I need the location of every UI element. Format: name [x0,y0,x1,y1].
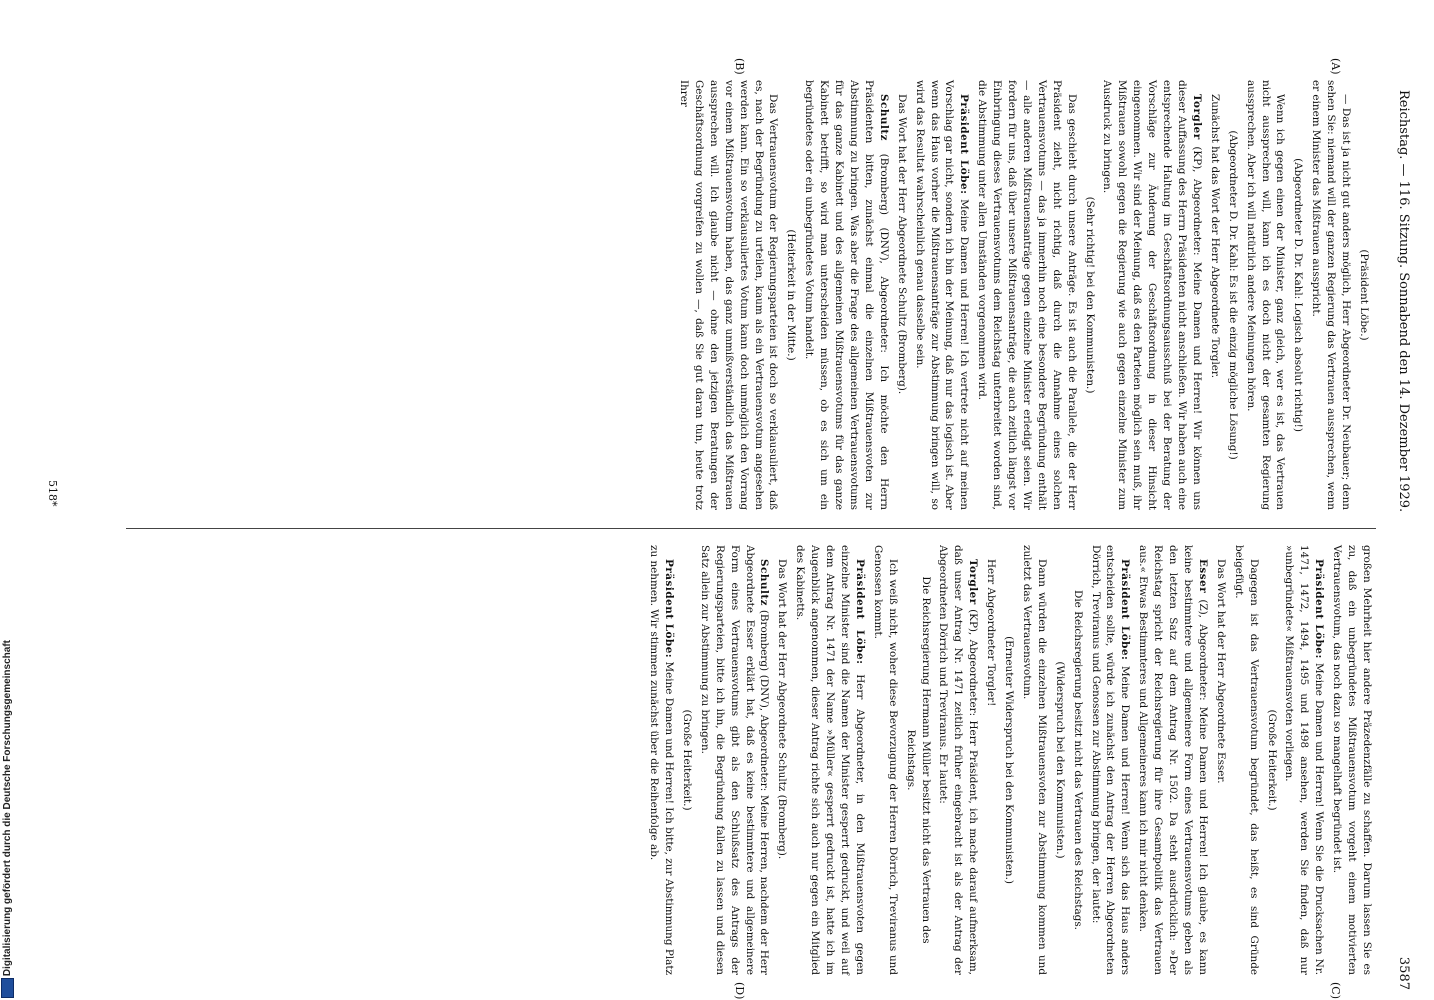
margin-marker-b: (B) [733,58,746,75]
speech-paragraph [936,545,981,975]
digitization-credit: Digitalisierung gefördert durch die Deutsche Forschungsgemeinschaft [2,639,13,976]
speaker-name: Präsident Löbe: [1313,559,1326,659]
stage-direction: (Widerspruch bei den Kommunisten.) [1053,661,1066,859]
speaker-name: Schultz [877,94,890,142]
speech-text: Meine Damen und Herren! Ich bitte, zur Abstimmung Platz zu nehmen. Wir stimmen zunächst über die Reihenfolge ab. [648,545,676,975]
stage-direction: Die Reichsregierung besitzt nicht das Vertrauen des Reichstags. [1071,590,1084,930]
speech-text: (Z), Abgeordneter: Meine Damen und Herren! Ich glaube, es kann keine bestimmtere und allgemeinere Form eines Vertrauensvotums geben als den letzten Satz auf dem Antrag Nr. 1502. Da steht ausdrücklich: »Der Reichstag spricht der Reichsregierung für ihre Gesamtpolitik das Vertrauen aus.« Etwas Bestimmteres und Allgemeineres kann ich mir nicht denken. [1137,545,1209,975]
speaker-name: Präsident Löbe: [958,94,971,195]
speech-text: (KP), Abgeordneter: Meine Damen und Herren! Wir können uns dieser Auffassung des Herrn Präsidenten nicht anschließen. Wir haben auch eine entsprechende Haltung im Geschäftsordnungsausschuß bei der Beratung der Vorschläge zur Änderung der Geschäftsordnung in dieser Hinsicht eingenommen. Wir sind der Meinung, daß es den Parteien möglich sein muß, ihr Mißtrauen sowohl gegen die Regierung wie auch gegen einzelne Minister zum Ausdruck zu bringen. [1101,80,1203,510]
speech-text: (KP), Abgeordneter: Herr Präsident, ich mache darauf aufmerksam, daß unser Antrag Nr. 1471 zeitlich früher eingebracht ist als der Antrag der Abgeordneten Dörrich und Treviranus. Er lautet: [937,545,980,975]
speech-paragraph [1100,80,1204,510]
speaker-name: Schultz [758,559,771,607]
speech-paragraph [912,80,972,510]
stage-direction: (Große Heiterkeit.) [680,709,693,811]
text-paragraph: Das Wort hat der Herr Abgeordnete Schultz (Bromberg). [776,559,789,860]
signature-mark: 518* [46,480,59,507]
text-paragraph: Das geschieht durch unsere Anträge. Es ist auch die Parallele, die der Herr Präsident zieht, nicht richtig, daß durch die Annahme eines solchen Vertrauensvotums — das ja immerhin noch eine besondere Begründung enthält — alle anderen Mißtrauensanträge gegen einzelne Minister erledigt seien. Wir fordern für uns, daß über unsere Mißtrauensanträge, die auch zeitlich längst vor Einbringung dieses Vertrauensvotums dem Reichstag unterbreitet worden sind, die Abstimmung unter allen Umständen vorgenommen wird. [976,80,1078,510]
margin-marker-c: (C) [1329,982,1342,999]
stage-direction: (Erneuter Widerspruch bei den Kommunisten.) [1003,636,1016,884]
speaker-name: Präsident Löbe: [853,559,866,665]
speech-text: (Bromberg) (DNV), Abgeordneter: Ich möchte den Herrn Präsidenten bitten, zunächst einmal die einzelnen Mißtrauensvoten zur Abstimmung zu bringen. Was aber die Frage des allgemeinen Vertrauensvotums für das ganze Kabinett und des allgemeinen Mißtrauensvotums für das ganze Kabinett betrifft, so wird man unterscheiden müssen, ob es sich um ein begründetes oder ein unbegründetes Votum handelt. [803,80,890,510]
speaker-name: Präsident Löbe: [1119,559,1132,661]
speech-paragraph [646,545,676,975]
speaker-name: Torgler [967,559,980,605]
speech-paragraph [801,80,890,510]
page-header-title: Reichstag. — 116. Sitzung. Sonnabend den 14. Dezember 1929. [1396,90,1412,513]
right-column [643,545,1374,975]
text-paragraph: — Das ist ja nicht gut anders möglich, Herr Abgeordneter Dr. Neubauer; denn sehen Sie: niemand will der ganzen Regierung das Vertrauen aussprechen, wenn er einem Minister das Mißtrauen ausspricht. [1310,80,1353,510]
stage-direction: Die Reichsregierung Hermann Müller besitzt nicht das Vertrauen des Reichstags. [904,576,932,944]
stage-direction: (Große Heiterkeit.) [1265,709,1278,811]
text-paragraph: Ich weiß nicht, woher diese Bevorzugung der Herren Dörrich, Treviranus und Genossen kommt. [871,545,899,975]
text-paragraph: Dagegen ist das Vertrauensvotum begründet, das heißt, es sind Gründe beigefügt. [1232,545,1260,975]
text-paragraph: Das Vertrauensvotum der Regierungsparteien ist doch so verklausuliert, daß es, nach der Begründung zu urteilen, kaum als ein Vertrauensvotum angesehen werden kann. Ein so verklausuliertes Votum kann doch unmöglich den Vorrang vor einem Mißtrauensvotum haben, das ganz unmißverständlich das Mißtrauen aussprechen will. Ich glaube nicht — ohne den jetzigen Beratungen der Geschäftsordnung vorgreifen zu wollen —, daß Sie gut daran tun, heute trotz Ihrer [678,80,780,510]
speech-text: Meine Damen und Herren! Wenn Sie die Drucksachen Nr. 1471, 1472, 1494, 1495 und 1498 ansehen, werden Sie finden, daß nur »unbegründete« Mißtrauensvoten vorliegen. [1283,545,1326,976]
margin-marker-d: (D) [733,982,746,1000]
speech-paragraph [792,545,867,975]
text-paragraph: Dann würden die einzelnen Mißtrauensvoten zur Abstimmung kommen und zuletzt das Vertrauensvotum. [1020,545,1048,975]
page-number: 3587 [1396,956,1412,990]
text-paragraph: Herr Abgeordneter Torgler! [985,559,998,707]
text-paragraph: Zunächst hat das Wort der Herr Abgeordnete Torgler. [1208,94,1221,379]
text-paragraph: Das Wort hat der Herr Abgeordnete Schultz (Bromberg). [895,94,908,395]
stage-direction: (Präsident Löbe.) [1358,249,1370,341]
text-paragraph: Das Wort hat der Herr Abgeordnete Esser. [1214,559,1227,784]
column-divider [126,528,1376,529]
speech-paragraph [1088,545,1133,975]
speech-paragraph [697,545,772,975]
speech-paragraph [1135,545,1210,975]
page-header [1392,90,1416,990]
speech-paragraph [1282,545,1327,975]
speech-text: Meine Damen und Herren! Wenn sich das Haus anders entscheiden sollte, würde ich zunächst den Antrag der Herren Abgeordneten Dörrich, Treviranus und Genossen zur Abstimmung bringen, der lautet: [1089,545,1132,975]
stage-direction: (Sehr richtig! bei den Kommunisten.) [1083,196,1096,394]
speech-text: Herr Abgeordneter, in den Mißtrauensvoten gegen einzelne Minister sind die Namen der Minister gesperrt gedruckt, und weil auf dem Antrag Nr. 1471 der Name »Müller« gesperrt gedruckt ist, hatte ich im Augenblick angenommen, dieser Antrag richte sich auch nur gegen ein Mitglied des Kabinetts. [794,545,866,975]
text-paragraph: großen Mehrheit hier andere Präzedenzfälle zu schaffen. Darum lassen Sie es zu, daß ein unbegründetes Mißtrauensvotum vorgeht einem motivierten Vertrauensvotum, das noch dazu so mangelhaft begründet ist. [1331,545,1373,975]
stage-direction: (Heiterkeit in der Mitte.) [785,229,798,361]
speaker-name: Esser [1196,559,1209,594]
left-column [673,80,1374,510]
speech-text: (Bromberg) (DNV), Abgeordneter: Meine Herren, nachdem der Herr Abgeordnete Esser erklärt hat, daß es keine bestimmtere und allgemeinere Form eines Vertrauensvotums gibt als den Schlußsatz des Antrags der Regierungsparteien, bitte ich ihn, die Begründung fallen zu lassen und diesen Satz allein zur Abstimmung zu bringen. [698,545,771,975]
stage-direction: (Abgeordneter D. Dr. Kahl: Logisch absolut richtig!) [1292,158,1305,432]
speaker-name: Präsident Löbe: [663,559,676,659]
speaker-name: Torgler [1190,94,1203,140]
speech-text: Meine Damen und Herren! Ich vertrete nicht auf meinen Vorschlag gar nicht, sondern ich bin der Meinung, daß nur das logisch ist. Aber wenn das Haus vorher die Mißtrauensanträge zur Abstimmung bringen will, so wird das Resultat wahrscheinlich genau dasselbe sein. [913,80,971,510]
stage-direction: (Abgeordneter D. Dr. Kahl: Es ist die einzig mögliche Lösung!) [1226,130,1239,460]
text-paragraph: Wenn ich gegen einen der Minister, ganz gleich, wer es ist, das Vertrauen nicht aussprechen will, kann ich es doch nicht der gesamten Regierung aussprechen. Aber ich will natürlich andere Meinungen hören. [1244,80,1287,510]
margin-marker-a: (A) [1329,58,1342,75]
